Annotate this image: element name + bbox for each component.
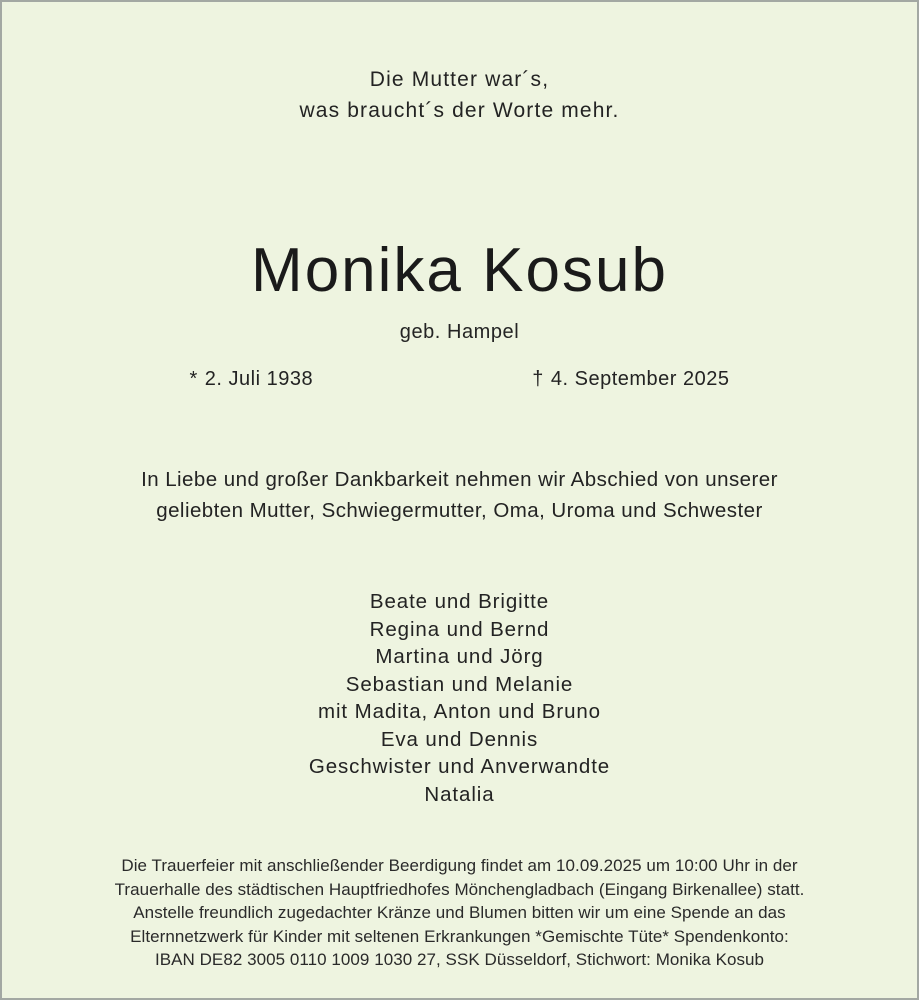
funeral-details <box>35 854 885 972</box>
dedication-line-1: In Liebe und großer Dankbarkeit nehmen wir Abschied von unserer <box>141 468 778 491</box>
obituary-content <box>2 2 917 998</box>
death-cross-icon: † <box>532 368 544 390</box>
funeral-line-4: Elternnetzwerk für Kinder mit seltenen Erkrankungen *Gemischte Tüte* Spendenkonto: <box>130 926 789 946</box>
dedication-line-2: geliebten Mutter, Schwiegermutter, Oma, Uroma und Schwester <box>156 499 763 522</box>
survivor-line: Eva und Dennis <box>380 727 539 751</box>
maiden-name: geb. Hampel <box>399 321 520 343</box>
death-date: 4. September 2025 <box>550 368 730 390</box>
survivor-line: Sebastian und Melanie <box>345 672 574 696</box>
birth-date-group <box>170 366 314 392</box>
birth-date: 2. Juli 1938 <box>204 368 314 390</box>
epigraph-line-1: Die Mutter war´s, <box>369 68 550 91</box>
birth-star-icon: * <box>189 368 198 390</box>
epigraph <box>299 64 619 126</box>
epigraph-line-2: was braucht´s der Worte mehr. <box>299 99 620 122</box>
deceased-name: Monika Kosub <box>251 236 668 305</box>
survivor-line: Natalia <box>424 782 495 806</box>
name-block <box>251 238 668 344</box>
dedication <box>30 464 890 526</box>
funeral-line-2: Trauerhalle des städtischen Hauptfriedhofes Mönchengladbach (Eingang Birkenallee) statt. <box>114 879 805 899</box>
survivor-line: Martina und Jörg <box>375 645 544 668</box>
survivors-list <box>309 588 610 808</box>
funeral-line-1: Die Trauerfeier mit anschließender Beerdigung findet am 10.09.2025 um 10:00 Uhr in der <box>121 856 798 875</box>
survivor-line: mit Madita, Anton und Bruno <box>318 700 601 723</box>
death-date-group <box>532 366 749 392</box>
life-dates <box>170 366 750 392</box>
funeral-line-5: IBAN DE82 3005 0110 1009 1030 27, SSK Düsseldorf, Stichwort: Monika Kosub <box>154 950 765 969</box>
survivor-line: Geschwister und Anverwandte <box>308 755 611 778</box>
survivor-line: Beate und Brigitte <box>369 590 550 613</box>
funeral-line-3: Anstelle freundlich zugedachter Kränze und Blumen bitten wir um eine Spende an das <box>133 903 786 922</box>
survivor-line: Regina und Bernd <box>369 617 550 641</box>
